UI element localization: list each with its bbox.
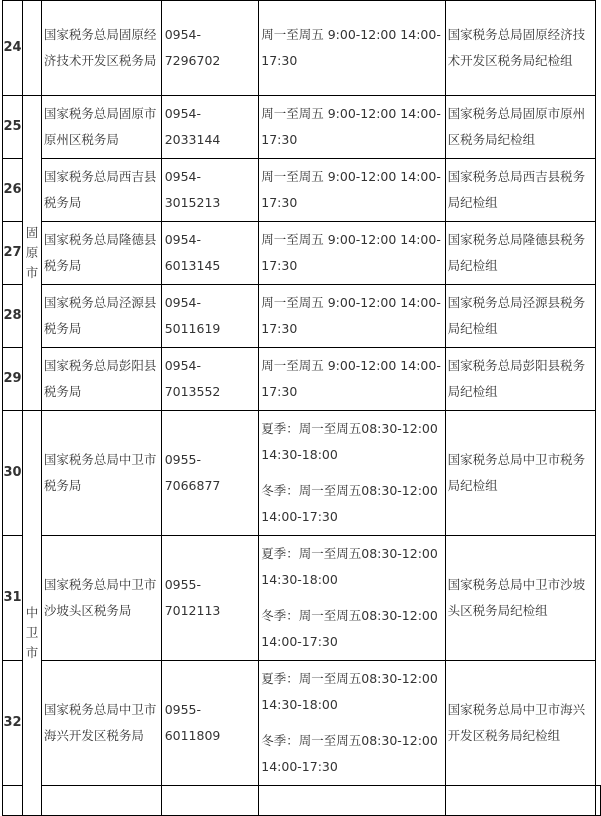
summer-hours: 夏季：周一至周五08:30-12:00 14:30-18:00: [261, 546, 438, 587]
row-number: 32: [3, 661, 23, 786]
service-hours: [259, 96, 445, 159]
city-cell-top: [22, 1, 41, 96]
row-number: 28: [3, 285, 23, 348]
table-row: [3, 661, 601, 786]
table-row: [3, 348, 601, 411]
office-name: 国家税务总局中卫市税务局: [41, 411, 161, 536]
phone-number: 0955-6011809: [161, 661, 259, 786]
office-name: 国家税务总局西吉县税务局: [41, 159, 161, 222]
tax-office-table: [2, 0, 601, 816]
row-number: 25: [3, 96, 23, 159]
service-hours: [259, 411, 445, 536]
phone-number: 0955-7066877: [161, 411, 259, 536]
hours-line: 周一至周五 9:00-12:00 14:00-17:30: [261, 295, 441, 336]
summer-hours: 夏季：周一至周五08:30-12:00 14:30-18:00: [261, 671, 438, 712]
service-hours: [259, 222, 445, 285]
table-row: [3, 285, 601, 348]
phone-number: 0955-7012113: [161, 536, 259, 661]
hours-line: 周一至周五 9:00-12:00 14:00-17:30: [261, 169, 441, 210]
table-row: [3, 222, 601, 285]
row-number: 31: [3, 536, 23, 661]
city-name: 固原市: [25, 225, 39, 280]
summer-hours: 夏季：周一至周五08:30-12:00 14:30-18:00: [261, 421, 438, 462]
phone-number: 0954-5011619: [161, 285, 259, 348]
row-number: 30: [3, 411, 23, 536]
service-hours: [259, 159, 445, 222]
row-number: 29: [3, 348, 23, 411]
phone-number: 0954-2033144: [161, 96, 259, 159]
winter-hours: 冬季：周一至周五08:30-12:00 14:00-17:30: [261, 733, 438, 774]
empty-cell: [259, 786, 445, 816]
service-hours: [259, 285, 445, 348]
phone-number: 0954-7296702: [161, 1, 259, 96]
service-hours: [259, 1, 445, 96]
hours-line: 周一至周五 9:00-12:00 14:00-17:30: [261, 27, 441, 68]
city-name: 中卫市: [25, 605, 39, 660]
supervisor-unit: 国家税务总局中卫市海兴开发区税务局纪检组: [445, 661, 595, 786]
row-number: 26: [3, 159, 23, 222]
supervisor-unit: 国家税务总局西吉县税务局纪检组: [445, 159, 595, 222]
supervisor-unit: 国家税务总局中卫市沙坡头区税务局纪检组: [445, 536, 595, 661]
table-row: [3, 1, 601, 96]
row-number: 27: [3, 222, 23, 285]
winter-hours: 冬季：周一至周五08:30-12:00 14:00-17:30: [261, 608, 438, 649]
office-name: 国家税务总局隆德县税务局: [41, 222, 161, 285]
office-name: 国家税务总局泾源县税务局: [41, 285, 161, 348]
service-hours: [259, 661, 445, 786]
office-name: 国家税务总局固原市原州区税务局: [41, 96, 161, 159]
office-name: 国家税务总局固原经济技术开发区税务局: [41, 1, 161, 96]
table-row-partial: [3, 786, 601, 816]
winter-hours: 冬季：周一至周五08:30-12:00 14:00-17:30: [261, 483, 438, 524]
phone-number: 0954-7013552: [161, 348, 259, 411]
supervisor-unit: 国家税务总局中卫市税务局纪检组: [445, 411, 595, 536]
table-row: [3, 536, 601, 661]
supervisor-unit: 国家税务总局固原经济技术开发区税务局纪检组: [445, 1, 595, 96]
supervisor-unit: 国家税务总局泾源县税务局纪检组: [445, 285, 595, 348]
table-row: [3, 159, 601, 222]
empty-cell: [3, 786, 23, 816]
supervisor-unit: 国家税务总局隆德县税务局纪检组: [445, 222, 595, 285]
empty-cell: [41, 786, 161, 816]
hours-line: 周一至周五 9:00-12:00 14:00-17:30: [261, 358, 441, 399]
city-cell-guyuan: [22, 96, 41, 411]
hours-line: 周一至周五 9:00-12:00 14:00-17:30: [261, 232, 441, 273]
office-name: 国家税务总局中卫市沙坡头区税务局: [41, 536, 161, 661]
office-name: 国家税务总局彭阳县税务局: [41, 348, 161, 411]
table-row: [3, 411, 601, 536]
supervisor-unit: 国家税务总局彭阳县税务局纪检组: [445, 348, 595, 411]
empty-cell: [445, 786, 595, 816]
table-row: [3, 96, 601, 159]
empty-cell: [161, 786, 259, 816]
supervisor-unit: 国家税务总局固原市原州区税务局纪检组: [445, 96, 595, 159]
hours-line: 周一至周五 9:00-12:00 14:00-17:30: [261, 106, 441, 147]
service-hours: [259, 536, 445, 661]
office-name: 国家税务总局中卫市海兴开发区税务局: [41, 661, 161, 786]
empty-cell: [596, 786, 601, 816]
row-number: 24: [3, 1, 23, 96]
city-cell-zhongwei: [22, 411, 41, 816]
phone-number: 0954-3015213: [161, 159, 259, 222]
service-hours: [259, 348, 445, 411]
phone-number: 0954-6013145: [161, 222, 259, 285]
